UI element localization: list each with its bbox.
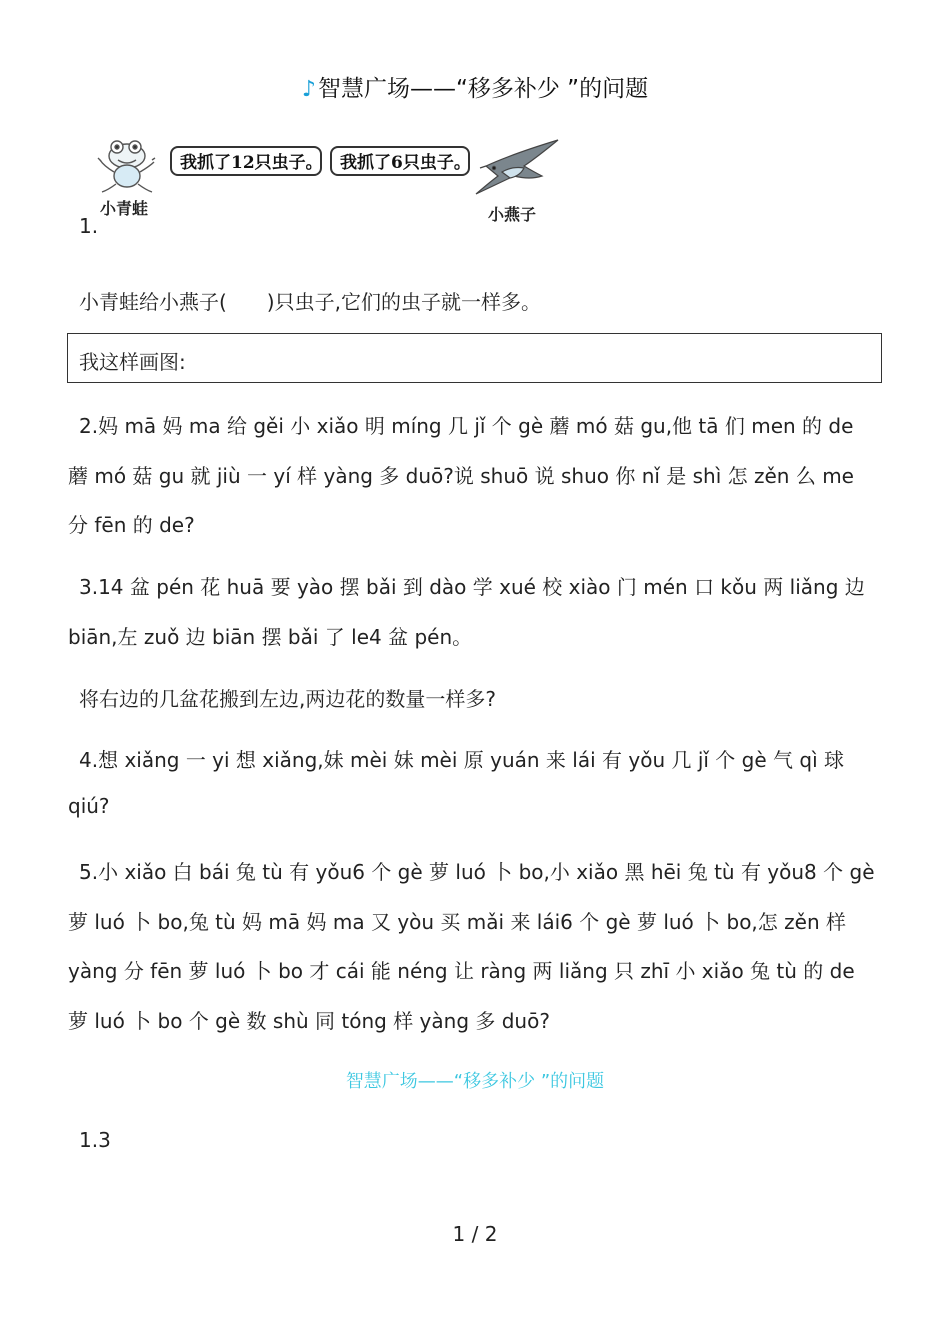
question-3-prompt: 将右边的几盆花搬到左边,两边花的数量一样多? <box>79 687 496 711</box>
swallow-icon <box>472 136 568 200</box>
question-5-line: 5.小 xiǎo 白 bái 兔 tù 有 yǒu6 个 gè 萝 luó 卜 bo,小 xiǎo 黑 hēi 兔 tù 有 yǒu8 个 gè <box>79 860 875 884</box>
page-title-text: 智慧广场——“移多补少 ”的问题 <box>317 76 649 102</box>
page-title <box>0 70 950 103</box>
question-5-line: 萝 luó 卜 bo,兔 tù 妈 mā 妈 ma 又 yòu 买 mǎi 来 lái6 个 gè 萝 luó 卜 bo,怎 zěn 样 <box>68 910 846 934</box>
frog-icon <box>96 136 158 196</box>
frog-speech-bubble: 我抓了12只虫子。 <box>170 146 322 176</box>
answer-section-title: 智慧广场——“移多补少 ”的问题 <box>345 1071 605 1092</box>
question-1-number: 1. <box>79 214 99 238</box>
question-4-line: 4.想 xiǎng 一 yi 想 xiǎng,妹 mèi 妹 mèi 原 yuán 来 lái 有 yǒu 几 jǐ 个 gè 气 qì 球 <box>79 748 844 772</box>
question-2-line: 2.妈 mā 妈 ma 给 gěi 小 xiǎo 明 míng 几 jǐ 个 gè 蘑 mó 菇 gu,他 tā 们 men 的 de <box>79 414 854 438</box>
swallow-speech-bubble: 我抓了6只虫子。 <box>330 146 470 176</box>
frog-caption: 小青蛙 <box>100 199 149 218</box>
question-illustration <box>96 134 576 226</box>
drawing-box-label: 我这样画图: <box>79 350 186 374</box>
question-4-line: qiú? <box>68 794 110 818</box>
page-number: 1 / 2 <box>452 1222 498 1246</box>
question-1-text: 小青蛙给小燕子( )只虫子,它们的虫子就一样多。 <box>79 290 541 314</box>
question-5-line: 萝 luó 卜 bo 个 gè 数 shù 同 tóng 样 yàng 多 duō? <box>68 1009 550 1033</box>
question-3-line: biān,左 zuǒ 边 biān 摆 bǎi 了 le4 盆 pén。 <box>68 625 473 649</box>
answer-1: 1.3 <box>79 1128 111 1152</box>
question-3-line: 3.14 盆 pén 花 huā 要 yào 摆 bǎi 到 dào 学 xué 校 xiào 门 mén 口 kǒu 两 liǎng 边 <box>79 575 865 599</box>
music-note-icon: ♪ <box>301 77 316 102</box>
question-5-line: yàng 分 fēn 萝 luó 卜 bo 才 cái 能 néng 让 ràng 两 liǎng 只 zhī 小 xiǎo 兔 tù 的 de <box>68 959 855 983</box>
drawing-answer-box[interactable] <box>67 333 882 383</box>
question-2-line: 分 fēn 的 de? <box>68 513 195 537</box>
question-2-line: 蘑 mó 菇 gu 就 jiù 一 yí 样 yàng 多 duō?说 shuō 说 shuo 你 nǐ 是 shì 怎 zěn 么 me <box>68 464 854 488</box>
swallow-caption: 小燕子 <box>488 205 537 224</box>
